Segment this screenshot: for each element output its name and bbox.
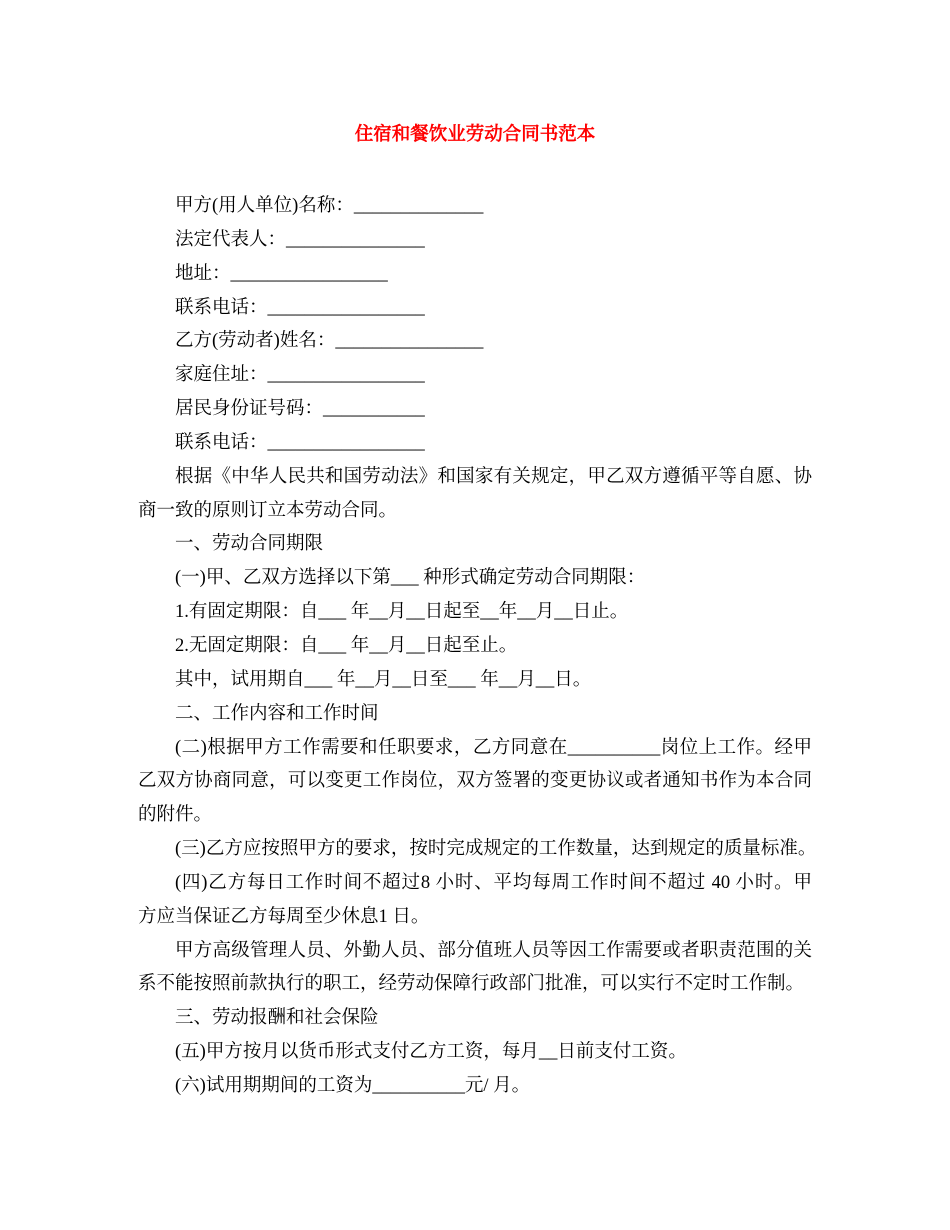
text-line: 联系电话：_________________ [175, 432, 425, 453]
section-heading-contract-term [138, 528, 812, 562]
party-b-name-field [138, 325, 812, 359]
preamble-paragraph [138, 461, 812, 529]
text-line: (二)根据甲方工作需要和任职要求，乙方同意在__________岗位上工作。经甲 [175, 737, 812, 758]
party-b-id-number-field [138, 393, 812, 427]
clause-3-work-quantity [138, 833, 817, 867]
text-line: 乙方(劳动者)姓名：________________ [175, 331, 484, 352]
party-b-phone-field [138, 427, 812, 461]
text-line: (四)乙方每日工作时间不超过8 小时、平均每周工作时间不超过 40 小时。甲 [175, 872, 812, 893]
probation-period-clause [138, 664, 812, 698]
text-line: 的附件。 [138, 805, 213, 826]
text-line: 甲方高级管理人员、外勤人员、部分值班人员等因工作需要或者职责范围的关 [175, 940, 812, 961]
clause-1-term-type [138, 562, 812, 596]
text-line: 一、劳动合同期限 [175, 534, 324, 555]
text-line: 乙双方协商同意，可以变更工作岗位，双方签署的变更协议或者通知书作为本合同 [138, 771, 812, 792]
text-line: 方应当保证乙方每周至少休息1 日。 [138, 906, 430, 927]
text-line: 联系电话：_________________ [175, 297, 425, 318]
text-line: 二、工作内容和工作时间 [175, 703, 379, 724]
text-line: 甲方(用人单位)名称：______________ [175, 196, 484, 216]
text-line: 家庭住址：_________________ [175, 365, 425, 386]
text-line: 三、劳动报酬和社会保险 [175, 1008, 379, 1029]
party-a-address-field [138, 258, 812, 292]
text-line: (一)甲、乙双方选择以下第___ 种形式确定劳动合同期限： [175, 568, 646, 589]
text-line: 地址：_________________ [175, 263, 388, 284]
flexible-hours-paragraph [138, 935, 812, 1003]
text-line: 1.有固定期限：自___ 年__月__日起至__年__月__日止。 [175, 602, 629, 623]
text-line: 商一致的原则订立本劳动合同。 [138, 500, 398, 521]
text-line: 其中，试用期自___ 年__月__日至___ 年__月__日。 [175, 669, 592, 690]
text-line: 根据《中华人民共和国劳动法》和国家有关规定，甲乙双方遵循平等自愿、协 [175, 466, 812, 487]
party-a-name-field [138, 190, 812, 224]
party-b-home-address-field [138, 359, 812, 393]
open-ended-term-option [138, 630, 812, 664]
text-line: (三)乙方应按照甲方的要求，按时完成规定的工作数量，达到规定的质量标准。 [175, 839, 817, 860]
clause-5-salary-payment [138, 1036, 812, 1070]
document-body [138, 190, 817, 1104]
clause-4-working-hours [138, 867, 812, 935]
text-line: 居民身份证号码：___________ [175, 399, 425, 420]
section-heading-work-content [138, 698, 812, 732]
text-line: 系不能按照前款执行的职工，经劳动保障行政部门批准，可以实行不定时工作制。 [138, 974, 805, 995]
fixed-term-option [138, 596, 812, 630]
text-line: 2.无固定期限：自___ 年__月__日起至止。 [175, 635, 518, 656]
text-line: 法定代表人：_______________ [175, 229, 425, 250]
legal-representative-field [138, 224, 812, 258]
party-a-phone-field [138, 292, 812, 326]
text-line: (五)甲方按月以货币形式支付乙方工资，每月__日前支付工资。 [175, 1042, 687, 1063]
document-title: 住宿和餐饮业劳动合同书范本 [354, 125, 596, 145]
clause-2-job-position [138, 732, 812, 834]
clause-6-probation-salary [138, 1070, 812, 1104]
text-line: (六)试用期期间的工资为__________元/ 月。 [175, 1075, 531, 1096]
section-heading-remuneration [138, 1002, 812, 1036]
